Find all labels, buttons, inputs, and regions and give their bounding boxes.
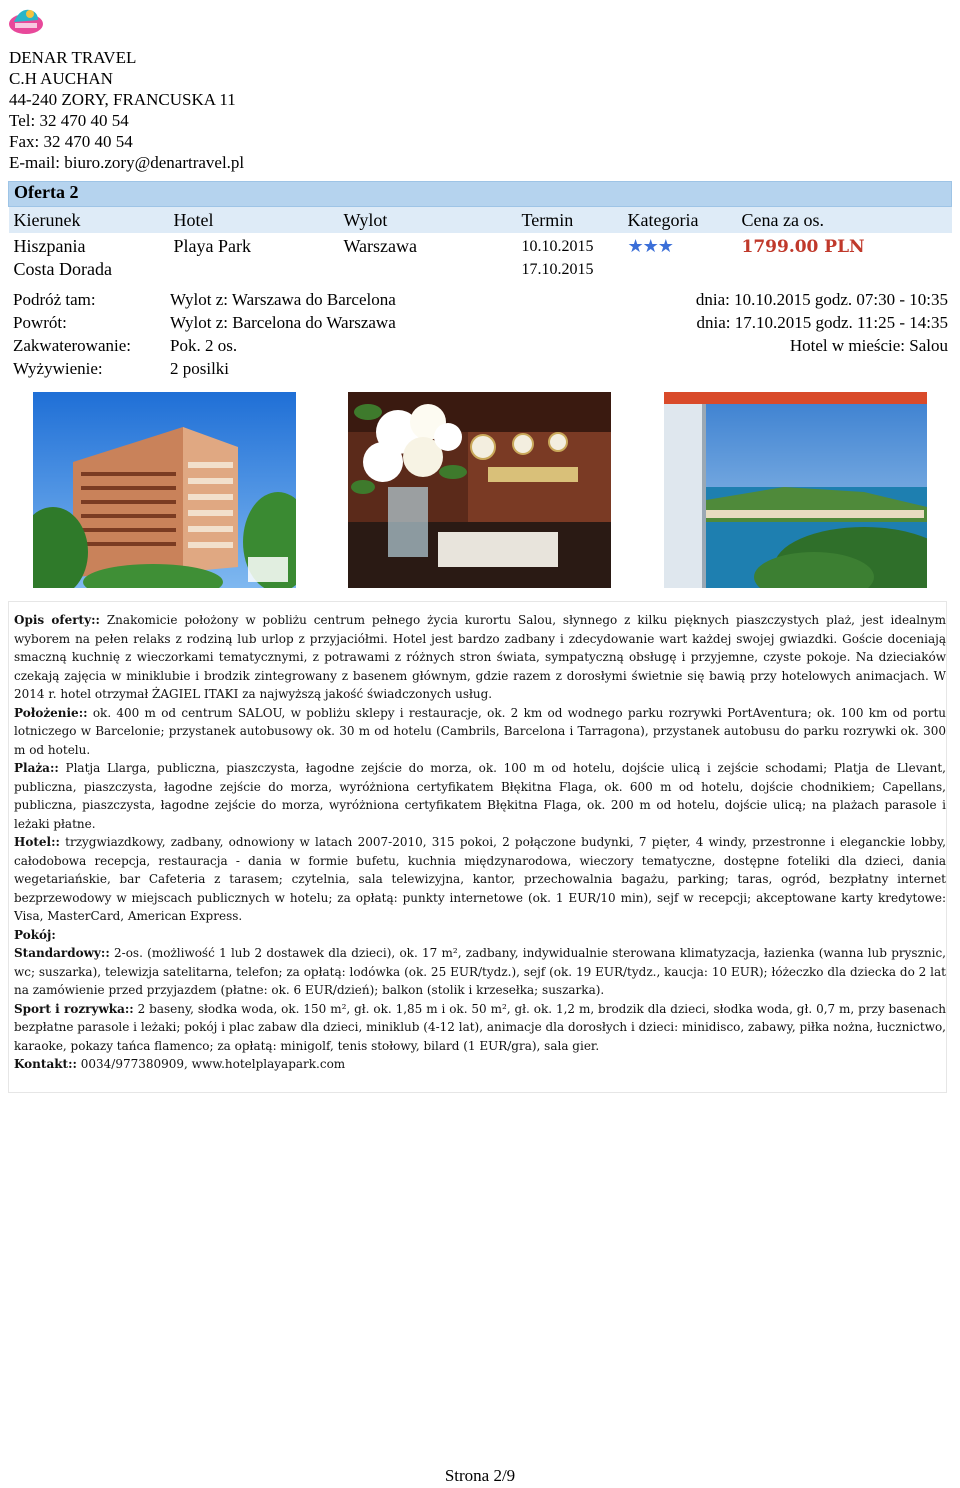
- location-label: Położenie::: [14, 705, 88, 720]
- contact-text: 0034/977380909, www.hotelplayapark.com: [76, 1057, 346, 1071]
- agency-fax: Fax: 32 470 40 54: [9, 132, 133, 151]
- agency-logo: [8, 4, 44, 36]
- trip-label: Podróż tam:: [13, 290, 96, 309]
- header-direction: Kierunek: [9, 207, 169, 234]
- offer-departure: Warszawa: [343, 236, 418, 256]
- offer-direction: [9, 233, 169, 281]
- agency-street: 44-240 ZORY, FRANCUSKA 11: [9, 90, 236, 109]
- overview-label: Opis oferty::: [14, 613, 100, 627]
- standard-text: 2-os. (możliwość 1 lub 2 dostawek dla dzieci), ok. 17 m², zadbany, indywidualnie sterowana klimatyzacja, łazienka (wanna lub prysznic, wc; suszarka), telewizja satelitarna, telefon; za opłatą: lodówka (ok. 25 EUR/tydz.), sejf (ok. 19 EUR/tydz., kaucja: 10 EUR); łóżeczko dla dziecka do 2 lat na zamówienie przed przyjazdem (płatne: ok. 6 EUR/dzień); balkon (stolik i krzesełka; suszarka).: [14, 946, 946, 997]
- header-departure: Wylot: [339, 207, 517, 234]
- overview-text: Znakomicie położony w pobliżu centrum pełnego życia kurortu Salou, słynnego z kilku pięknych piaszczystych plaż, jest idealnym wyborem na pełen relaks z rodziną lub urlop z przyjaciółmi. Hotel jest bardzo zadbany i zdecydowanie wart każdej swojej gwiazdki. Goście doceniają smaczną kuchnię z wieczorkami tematycznymi, z potrawami z różnych stron świata, sympatyczną obsługę i przyjemne, czyste pokoje. Na dzieciaków czekają zajęcia w miniklubie i brodzik zintegrowany z basenem głównym, gdzie razem z dorosłymi świetnie się bawią przy hotelowych animacjach. W 2014 r. hotel otrzymał ŻAGIEL ITAKI za najwyższą jakość świadczonych usług.: [14, 613, 946, 701]
- sea-view-photo: [664, 392, 927, 588]
- trip-row-outbound: [13, 288, 948, 311]
- beach-label: Plaża::: [14, 761, 59, 775]
- agency-phone: Tel: 32 470 40 54: [9, 111, 129, 130]
- offer-region: Costa Dorada: [13, 259, 112, 279]
- sport-text: 2 baseny, słodka woda, ok. 150 m², gł. ok. 1,85 m i ok. 50 m², gł. ok. 1,2 m, brodzik dla dzieci, słodka woda, gł. 0,7 m, przy basenach bezpłatne parasole i leżaki; pokój i plac zabaw dla dzieci, miniklub (4-12 lat), animacje dla dorosłych i dzieci: minidisco, zabawy, piłka nożna, łucznictwo, karaoke, pokazy tańca flamenco; za opłatą: minigolf, tenis stołowy, bilard (1 EUR/gra), sala gier.: [14, 1001, 946, 1053]
- standard-label: Standardowy::: [14, 946, 110, 960]
- offer-date-from: 10.10.2015: [521, 238, 594, 255]
- offer-title: Oferta 2: [9, 182, 952, 207]
- hotel-text: trzygwiazdkowy, zadbany, odnowiony w latach 2007-2010, 315 pokoi, 2 połączone budynki, 7 pięter, 4 windy, przestronne i eleganckie lobby, całodobowa recepcja, restauracja - dania w formie bufetu, kuchnia międzynarodowa, wieczory tematyczne, dostępne foteliki dla dzieci, dania wegetariańskie, bar Cafeteria z tarasem; czytelnia, sala telewizyjna, kantor, przechowalnia bagażu, parking; taras, ogród, bezpłatny internet bezprzewodowy w miejscach publicznych w hotelu; za opłatą: punkty internetowe (ok. 1 EUR/10 min), sejf w recepcji; akceptowane karty kredytowe: Visa, MasterCard, American Express.: [14, 835, 946, 923]
- hotel-lobby-photo: [348, 392, 611, 588]
- header-price: Cena za os.: [737, 207, 952, 234]
- trip-label: Wyżywienie:: [13, 359, 103, 378]
- star-rating-icon: ★★★: [627, 236, 673, 256]
- trip-value: Pok. 2 os.: [170, 336, 238, 355]
- description-standard-room: [14, 944, 946, 1000]
- trip-value: Wylot z: Warszawa do Barcelona: [170, 290, 396, 309]
- location-text: ok. 400 m od centrum SALOU, w pobliżu sklepy i restauracje, ok. 2 km od wodnego parku rozrywki PortAventura; ok. 100 km od portu lotniczego w Barcelonie; przystanek autobusowy ok. 30 m od hotelu (Cambrils, Barcelona i Tarragona), przystanek autobusu do parku rozrywki ok. 300 m od hotelu.: [14, 705, 946, 757]
- offer-country: Hiszpania: [13, 236, 86, 256]
- trip-label: Powrót:: [13, 313, 67, 332]
- trip-value: Wylot z: Barcelona do Warszawa: [170, 313, 396, 332]
- offer-hotel: Playa Park: [173, 236, 251, 256]
- contact-label: Kontakt::: [14, 1057, 77, 1071]
- description-contact: [14, 1055, 946, 1074]
- hotel-label: Hotel::: [14, 835, 60, 849]
- description-location: [14, 704, 946, 760]
- sport-label: Sport i rozrywka::: [14, 1001, 134, 1016]
- agency-location: C.H AUCHAN: [9, 69, 113, 88]
- agency-address: [9, 47, 244, 173]
- trip-label: Zakwaterowanie:: [13, 336, 131, 355]
- offer-description: [8, 601, 947, 1093]
- agency-email: E-mail: biuro.zory@denartravel.pl: [9, 153, 245, 172]
- beach-text: Platja Llarga, publiczna, piaszczysta, łagodne zejście do morza, ok. 100 m od hotelu, dojście ulicą i zejście schodami; Platja de Llevant, publiczna, piaszczysta, łagodne zejście do morza, wyróżniona certyfikatem Błękitna Flaga, ok. 600 m od hotelu, dojście chodnikiem; Capellans, publiczna, piaszczysta, łagodne zejście do morza, wyróżniona certyfikatem Błękitna Flaga, ok. 200 m od hotelu, dojście ulicą; na plażach parasole i leżaki płatne.: [14, 761, 946, 831]
- trip-row-accommodation: [13, 334, 948, 357]
- trip-detail: dnia: 10.10.2015 godz. 07:30 - 10:35: [695, 290, 948, 309]
- offer-table: [8, 181, 952, 281]
- offer-term: [517, 233, 623, 281]
- description-overview: [14, 611, 946, 704]
- hotel-building-photo: [33, 392, 296, 588]
- offer-price: [737, 233, 952, 281]
- room-label: Pokój:: [14, 927, 56, 942]
- trip-detail: Hotel w mieście: Salou: [789, 336, 948, 355]
- agency-name: DENAR TRAVEL: [9, 48, 137, 67]
- photo-gallery: [33, 392, 927, 588]
- description-hotel: [14, 833, 946, 926]
- price-value: 1799.00 PLN: [741, 237, 865, 257]
- trip-row-board: [13, 357, 948, 380]
- offer-category: [623, 233, 737, 281]
- page-number: Strona 2/9: [444, 1466, 516, 1485]
- trip-row-return: [13, 311, 948, 334]
- header-category: Kategoria: [623, 207, 737, 234]
- trip-detail: dnia: 17.10.2015 godz. 11:25 - 14:35: [696, 313, 948, 332]
- header-term: Termin: [517, 207, 623, 234]
- trip-value: 2 posilki: [170, 359, 230, 378]
- offer-date-to: 17.10.2015: [521, 261, 594, 278]
- description-beach: [14, 759, 946, 833]
- header-hotel: Hotel: [169, 207, 339, 234]
- trip-details: [13, 288, 948, 380]
- description-sport: [14, 1000, 946, 1056]
- description-room-heading: [14, 926, 946, 945]
